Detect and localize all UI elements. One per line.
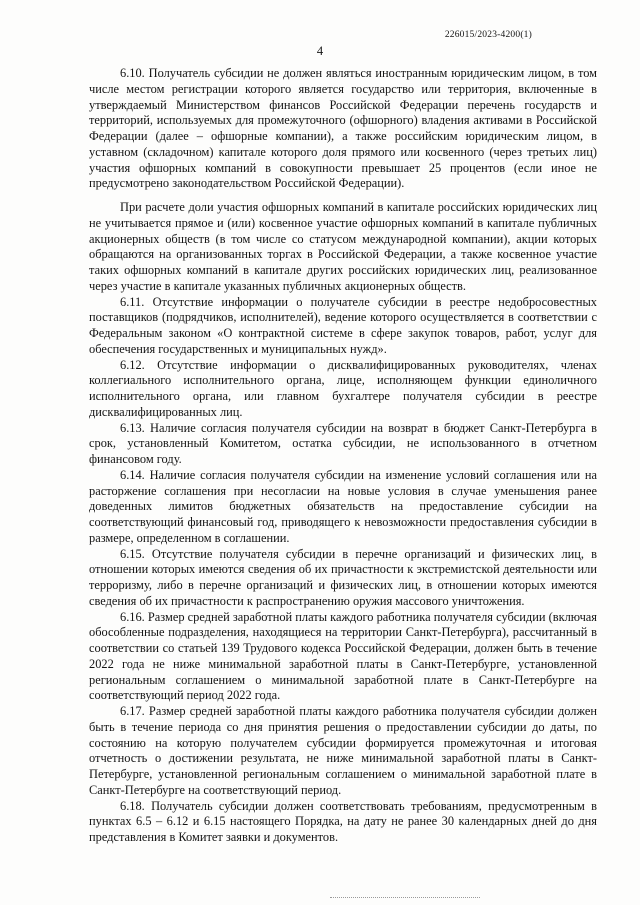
paragraph-offshore-calculation: При расчете доли участия офшорных компаний в капитале российских юридических лиц не учитывается прямое и (или) косвенное участие офшорных компаний в капитале публичных акционерных обществ (в том числе со статусом международной компании), акции которых обращаются на организованных торгах в Российской Федерации, а также косвенное участие таких офшорных компаний в капитале других российских юридических лиц, реализованное через участие в капитале указанных публичных акционерных обществ. [89, 200, 597, 293]
paragraph-6-14: 6.14. Наличие согласия получателя субсидии на изменение условий соглашения или на расторжение соглашения при несогласии на новые условия в случае уменьшения ранее доведенных лимитов бюджетных обязательств на предоставление субсидии на соответствующий финансовый год, приводящего к невозможности предоставления субсидии в размере, определенном в соглашении. [89, 467, 597, 545]
paragraph-6-17: 6.17. Размер средней заработной платы каждого работника получателя субсидии должен быть в течение периода со дня принятия решения о предоставлении субсидии до даты, по состоянию на которую получателем субсидии формируется промежуточная и итоговая отчетность о достижении результата, не ниже минимальной заработной платы в Санкт-Петербурге, установленной региональным соглашением о минимальной заработной плате в Санкт-Петербурге на соответствующий период. [89, 704, 597, 797]
document-number: 226015/2023-4200(1) [444, 30, 532, 40]
paragraph-6-16: 6.16. Размер средней заработной платы каждого работника получателя субсидии (включая обособленные подразделения, находящиеся на территории Санкт-Петербурга), рассчитанный в соответствии со статьей 139 Трудового кодекса Российской Федерации, должен быть в течение 2022 года не ниже минимальной заработной платы в Санкт-Петербурге, установленной региональным соглашением о минимальной заработной плате в Санкт-Петербурге на соответствующий период 2022 года. [89, 609, 597, 703]
paragraph-6-11: 6.11. Отсутствие информации о получателе субсидии в реестре недобросовестных поставщиков (подрядчиков, исполнителей), ведение которого осуществляется в соответствии с Федеральным законом «О контрактной системе в сфере закупок товаров, работ, услуг для обеспечения государственных и муниципальных нужд». [89, 294, 597, 356]
document-body [89, 66, 597, 846]
paragraph-6-15: 6.15. Отсутствие получателя субсидии в перечне организаций и физических лиц, в отношении которых имеются сведения об их причастности к экстремистской деятельности или терроризму, либо в перечне организаций и физических лиц, в отношении которых имеются сведения об их причастности к распространению оружия массового уничтожения. [89, 546, 597, 608]
paragraph-6-12: 6.12. Отсутствие информации о дисквалифицированных руководителях, членах коллегиального исполнительного органа, лице, исполняющем функции единоличного исполнительного органа, или главном бухгалтере получателя субсидии в реестре дисквалифицированных лиц. [89, 357, 597, 419]
page-number: 4 [316, 44, 324, 58]
scan-edge-mark [330, 897, 480, 899]
paragraph-6-10: 6.10. Получатель субсидии не должен являться иностранным юридическим лицом, в том числе местом регистрации которого является государство или территория, включенные в утверждаемый Министерством финансов Российской Федерации перечень государств и территорий, используемых для промежуточного (офшорного) владения активами в Российской Федерации (далее – офшорные компании), а также российским юридическим лицом, в уставном (складочном) капитале которого доля прямого или косвенного (через третьих лиц) участия офшорных компаний в совокупности превышает 25 процентов (если иное не предусмотрено законодательством Российской Федерации). [89, 66, 597, 191]
paragraph-6-18: 6.18. Получатель субсидии должен соответствовать требованиям, предусмотренным в пунктах 6.5 – 6.12 и 6.15 настоящего Порядка, на дату не ранее 30 календарных дней до дня представления в Комитет заявки и документов. [89, 798, 597, 844]
paragraph-6-13: 6.13. Наличие согласия получателя субсидии на возврат в бюджет Санкт-Петербурга в срок, установленный Комитетом, остатка субсидии, не использованного в отчетном финансовом году. [89, 420, 597, 466]
